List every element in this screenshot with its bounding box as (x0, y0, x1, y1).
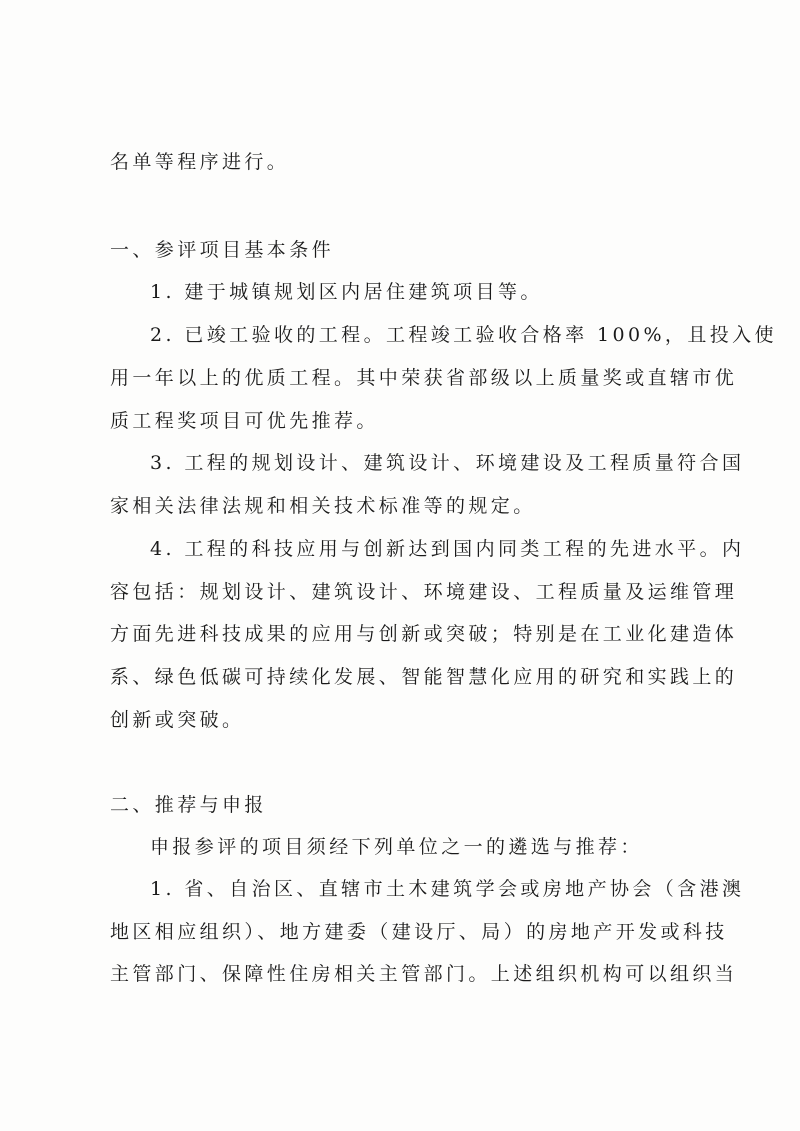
section-heading: 二、推荐与申报 (110, 794, 267, 816)
paragraph-line: 地区相应组织）、地方建委（建设厅、局）的房地产开发或科技 (110, 921, 728, 943)
paragraph-line: 1. 建于城镇规划区内居住建筑项目等。 (150, 281, 543, 303)
paragraph-line: 容包括：规划设计、建筑设计、环境建设、工程质量及运维管理 (110, 581, 738, 603)
section-heading: 一、参评项目基本条件 (110, 239, 335, 261)
paragraph-line: 主管部门、保障性住房相关主管部门。上述组织机构可以组织当 (110, 963, 738, 985)
paragraph-line: 质工程奖项目可优先推荐。 (110, 410, 379, 432)
paragraph-line: 4. 工程的科技应用与创新达到国内同类工程的先进水平。内 (150, 538, 745, 560)
paragraph-line: 申报参评的项目须经下列单位之一的遴选与推荐： (150, 836, 643, 858)
paragraph-line: 3. 工程的规划设计、建筑设计、环境建设及工程质量符合国 (150, 452, 745, 474)
paragraph-line: 名单等程序进行。 (110, 151, 290, 173)
paragraph-line: 2. 已竣工验收的工程。工程竣工验收合格率 100%，且投入使 (150, 324, 777, 346)
paragraph-line: 创新或突破。 (110, 709, 245, 731)
paragraph-line: 方面先进科技成果的应用与创新或突破；特别是在工业化建造体 (110, 623, 738, 645)
paragraph-line: 系、绿色低碳可持续化发展、智能智慧化应用的研究和实践上的 (110, 666, 738, 688)
paragraph-line: 用一年以上的优质工程。其中荣获省部级以上质量奖或直辖市优 (110, 367, 738, 389)
paragraph-line: 家相关法律法规和相关技术标准等的规定。 (110, 495, 536, 517)
paragraph-line: 1. 省、自治区、直辖市土木建筑学会或房地产协会（含港澳 (150, 878, 745, 900)
